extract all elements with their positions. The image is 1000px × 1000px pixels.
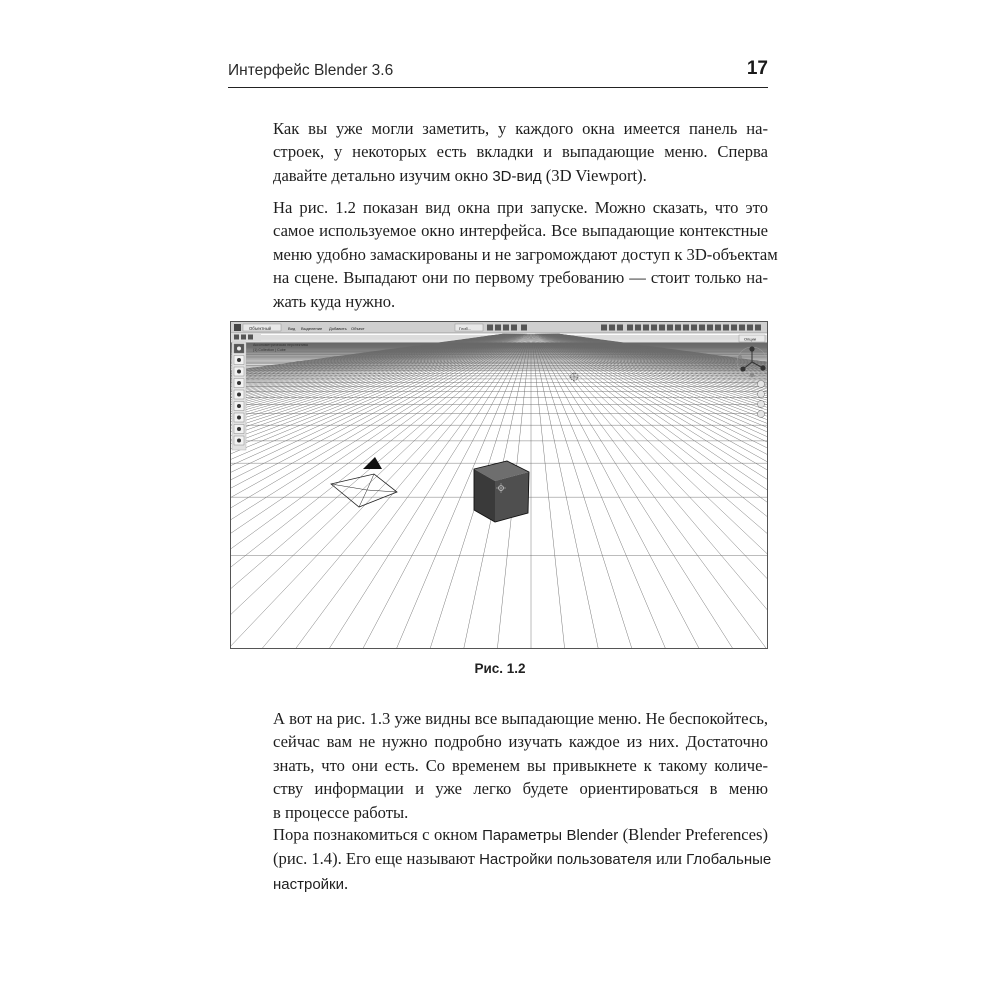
ui-term: Параметры Blender — [482, 827, 619, 844]
toolbar-icon[interactable] — [487, 325, 493, 331]
camera-view-icon[interactable] — [758, 401, 765, 408]
text-run: строек, у некоторых есть вкладки и выпадающие меню. Сперва — [273, 142, 768, 162]
toolbar-icon[interactable] — [503, 325, 509, 331]
perspective-toggle-icon[interactable] — [758, 411, 765, 418]
transform-orientation-label: Глоб... — [459, 325, 472, 331]
paragraph-2 — [273, 196, 778, 313]
text-line — [273, 243, 778, 266]
toolbar-icon[interactable] — [643, 325, 649, 331]
toolbar-icon[interactable] — [651, 325, 657, 331]
text-line — [273, 872, 768, 896]
text-line — [273, 754, 768, 777]
menu-object[interactable]: Объект — [351, 325, 365, 331]
text-line — [273, 290, 768, 313]
header-rule — [228, 87, 768, 88]
text-line — [273, 266, 768, 289]
toolbar-icon[interactable] — [691, 325, 697, 331]
paragraph-4 — [273, 823, 772, 896]
text-line — [273, 823, 768, 847]
text-run: (3D Viewport). — [541, 165, 647, 185]
text-line — [273, 140, 768, 163]
toolbar-icon[interactable] — [659, 325, 665, 331]
ui-term: настройки — [273, 875, 345, 893]
menu-view[interactable]: Вид — [288, 325, 296, 331]
select-mode-icon[interactable] — [241, 335, 246, 340]
paragraph-3 — [273, 707, 768, 824]
zoom-icon[interactable] — [758, 381, 765, 388]
text-run: сейчас вам не нужно подробно изучать каждое из них. Достаточно — [273, 732, 768, 752]
text-line — [273, 730, 768, 753]
toolbar-icon[interactable] — [635, 325, 641, 331]
toolbar-icon[interactable] — [755, 325, 761, 331]
options-button-label: Опции — [744, 336, 757, 342]
pan-icon[interactable] — [758, 391, 765, 398]
select-mode-icon[interactable] — [248, 335, 253, 340]
menu-select[interactable]: Выделение — [301, 325, 323, 331]
text-line — [273, 164, 768, 188]
figure-blender-3d-viewport — [230, 321, 768, 649]
toolbar-icon[interactable] — [723, 325, 729, 331]
figure-caption: Рис. 1.2 — [474, 661, 526, 676]
text-line — [273, 117, 768, 140]
text-run: ству информации и уже легко будете ориентироваться в меню — [273, 779, 768, 799]
ui-term: 3D-вид — [492, 167, 542, 185]
viewport-screenshot — [231, 322, 768, 649]
toolbar-icon[interactable] — [675, 325, 681, 331]
toolbar-icon[interactable] — [617, 325, 623, 331]
toolbar-icon[interactable] — [715, 325, 721, 331]
text-run: или — [651, 849, 687, 869]
toolbar-icon[interactable] — [511, 325, 517, 331]
toolbar-icon[interactable] — [739, 325, 745, 331]
text-run: самое используемое окно интерфейса. Все выпадающие контекстные — [273, 221, 768, 241]
text-line — [273, 847, 772, 871]
toolbar-icon[interactable] — [601, 325, 607, 331]
text-run: давайте детально изучим окно — [273, 165, 493, 185]
text-run: знать, что они есть. Со временем вы привыкнете к такому количе- — [273, 755, 768, 775]
toolbar-icon[interactable] — [495, 325, 501, 331]
text-run: (Blender Preferences) — [618, 825, 769, 844]
text-run: в процессе работы. — [273, 802, 409, 822]
menu-add[interactable]: Добавить — [329, 325, 347, 331]
toolbar-icon[interactable] — [747, 325, 753, 331]
toolbar-icon[interactable] — [707, 325, 713, 331]
editor-type-icon[interactable] — [234, 324, 241, 331]
toolbar-icon[interactable] — [731, 325, 737, 331]
toolbar-icon[interactable] — [609, 325, 615, 331]
mode-dropdown-label: Объектный — [249, 325, 271, 331]
text-line — [273, 707, 768, 730]
toolbar-icon[interactable] — [667, 325, 673, 331]
text-run: Как вы уже могли заметить, у каждого окна имеется панель на- — [273, 119, 768, 138]
text-run: жать куда нужно. — [273, 291, 396, 311]
toolbar-icon[interactable] — [683, 325, 689, 331]
toolbar-icon[interactable] — [627, 325, 633, 331]
text-line — [273, 196, 768, 219]
page-number: 17 — [746, 58, 768, 79]
text-line — [273, 777, 768, 800]
toolbar-icon[interactable] — [699, 325, 705, 331]
left-toolbar-tools — [234, 344, 244, 445]
text-run: Пора познакомиться с окном — [273, 825, 483, 844]
ui-term: Глобальные — [686, 851, 772, 869]
viewport-perspective-label: Аксонометрическая перспектива — [253, 343, 308, 347]
cube-object-icon — [474, 461, 529, 522]
text-run: А вот на рис. 1.3 уже видны все выпадающие меню. Не беспокойтесь, — [273, 709, 769, 728]
text-run: . — [344, 873, 349, 893]
text-run: (рис. 1.4). Его еще называют — [273, 849, 480, 869]
toolbar-icon[interactable] — [521, 325, 527, 331]
text-run: на сцене. Выпадают они по первому требованию — стоит только на- — [273, 268, 768, 288]
viewport-collection-label: (1) Collection | Cube — [253, 348, 286, 352]
select-mode-icon[interactable] — [234, 335, 239, 340]
text-run: На рис. 1.2 показан вид окна при запуске. Можно сказать, что это — [273, 198, 768, 217]
running-head-title: Интерфейс Blender 3.6 — [228, 62, 394, 79]
paragraph-1 — [273, 117, 768, 188]
text-line — [273, 801, 768, 824]
ui-term: Настройки пользователя — [479, 851, 652, 869]
running-head — [228, 58, 768, 88]
text-run: меню удобно замаскированы и не загромождают доступ к 3D-объектам — [273, 244, 778, 264]
text-line — [273, 219, 768, 242]
